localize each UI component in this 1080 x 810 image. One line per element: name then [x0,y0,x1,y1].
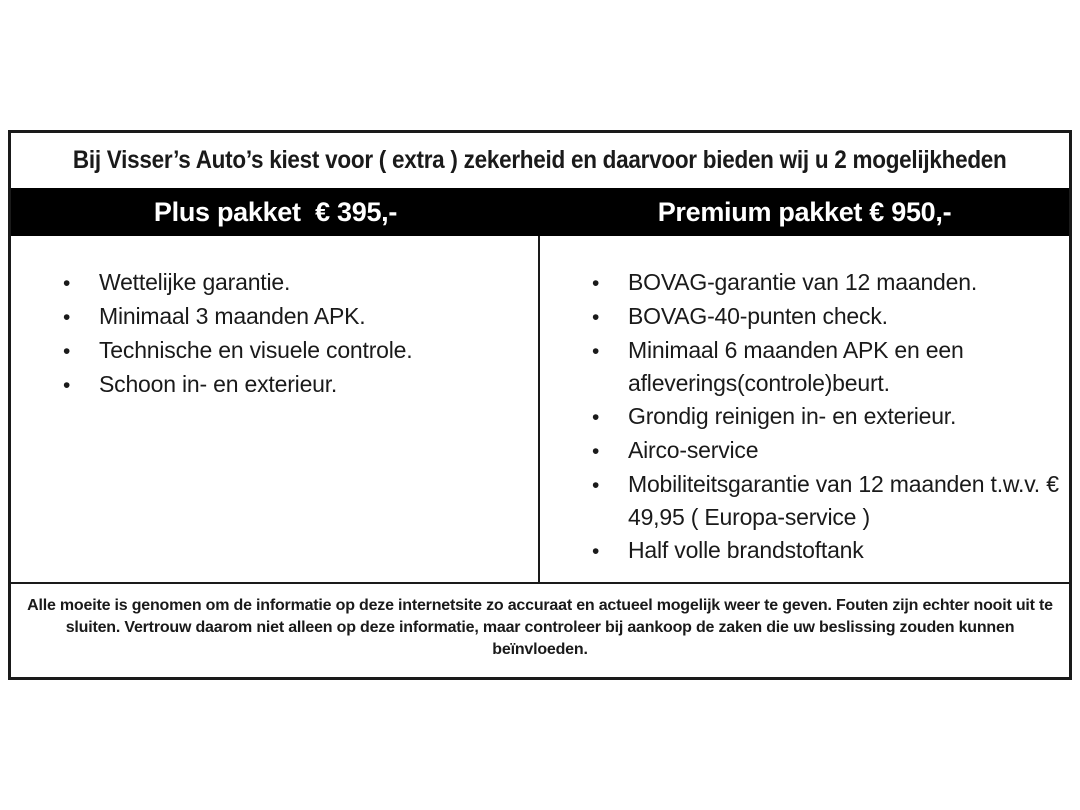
list-item [592,534,1061,568]
feature-text: Grondig reinigen in- en exterieur. [628,403,957,429]
list-item [592,300,1061,334]
list-item [592,400,1061,434]
disclaimer-text: Alle moeite is genomen om de informatie op deze internetsite zo accuraat en actueel mogelijk weer te geven. Fouten zijn echter nooit uit te sluiten. Vertrouw daarom niet alleen op deze informatie, maar controleer bij aankoop de zaken die uw beslissing zouden kunnen beïnvloeden. [27,597,1053,658]
table-title-row [11,133,1069,188]
list-item [592,468,1061,534]
premium-package-label: Premium pakket € 950,- [657,196,952,227]
list-item [63,266,530,300]
package-columns [11,236,1069,582]
bullet-icon: • [592,406,600,429]
bullet-icon: • [63,340,71,363]
feature-text: Minimaal 6 maanden APK en een afleverings(controle)beurt. [628,337,964,396]
table-title: Bij Visser’s Auto’s kiest voor ( extra ) zekerheid en daarvoor bieden wij u 2 mogelijkheden [73,146,1007,174]
feature-text: Technische en visuele controle. [99,337,413,363]
bullet-icon: • [592,540,600,563]
feature-text: BOVAG-garantie van 12 maanden. [628,269,978,295]
bullet-icon: • [592,440,600,463]
bullet-icon: • [63,306,71,329]
feature-text: Half volle brandstoftank [628,537,864,563]
list-item [592,334,1061,400]
list-item [63,334,530,368]
feature-text: BOVAG-40-punten check. [628,303,888,329]
bullet-icon: • [63,272,71,295]
plus-feature-list [11,236,538,402]
feature-text: Minimaal 3 maanden APK. [99,303,366,329]
bullet-icon: • [592,306,600,329]
bullet-icon: • [592,340,600,363]
list-item [592,266,1061,300]
bullet-icon: • [592,474,600,497]
list-item [63,300,530,334]
list-item [63,368,530,402]
package-header-bar [11,188,1069,236]
packages-table [8,130,1072,680]
premium-package-header [540,188,1069,236]
plus-package-header [11,188,540,236]
disclaimer-footer [11,582,1069,677]
plus-package-column [11,236,540,582]
bullet-icon: • [63,374,71,397]
bullet-icon: • [592,272,600,295]
premium-feature-list [540,236,1069,568]
plus-package-label: Plus pakket € 395,- [153,196,398,227]
feature-text: Mobiliteitsgarantie van 12 maanden t.w.v. € 49,95 ( Europa-service ) [628,471,1059,530]
premium-package-column [540,236,1069,582]
list-item [592,434,1061,468]
feature-text: Airco-service [628,437,759,463]
feature-text: Schoon in- en exterieur. [99,371,338,397]
feature-text: Wettelijke garantie. [99,269,291,295]
